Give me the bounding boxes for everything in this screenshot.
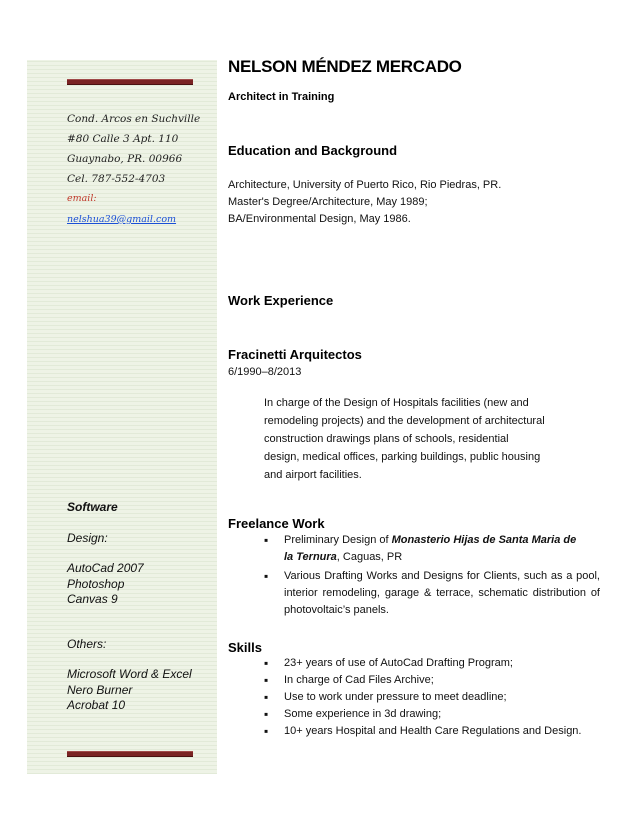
list-item: ▪ 23+ years of use of AutoCad Drafting Program; — [264, 655, 604, 672]
education-line: BA/Environmental Design, May 1986. — [228, 213, 411, 225]
freelance-list — [264, 532, 600, 619]
work-heading: Work Experience — [228, 293, 334, 308]
skills-heading: Skills — [228, 640, 262, 655]
freelance-item-1-suffix: , Caguas, PR — [336, 551, 403, 563]
freelance-heading: Freelance Work — [228, 516, 325, 531]
freelance-item-1-prefix: Preliminary Design of — [284, 534, 392, 546]
others-label: Others: — [67, 637, 107, 651]
freelance-item-2: Various Drafting Works and Designs for Clients, such as a pool, interior remodeling, garage & terrace, schematic distribution of photovoltaic’s panels. — [284, 570, 600, 616]
list-item: ▪ Some experience in 3d drawing; — [264, 706, 604, 723]
education-line: Master's Degree/Architecture, May 1989; — [228, 196, 428, 208]
candidate-name: NELSON MÉNDEZ MERCADO — [228, 57, 462, 76]
list-item — [264, 568, 600, 619]
others-item: Acrobat 10 — [67, 698, 126, 712]
work-dates: 6/1990–8/2013 — [228, 366, 302, 378]
email-label: email: — [67, 193, 97, 204]
design-item: AutoCad 2007 — [67, 561, 144, 575]
education-line: Architecture, University of Puerto Rico, Rio Piedras, PR. — [228, 179, 502, 191]
work-description-line: remodeling projects) and the development of architectural — [264, 415, 545, 427]
list-item: ▪ 10+ years Hospital and Health Care Regulations and Design. — [264, 723, 604, 740]
work-description — [264, 394, 584, 484]
design-list — [67, 561, 144, 608]
address-line-3: Guaynabo, PR. 00966 — [67, 153, 183, 165]
work-description-line: design, medical offices, parking buildings, public housing — [264, 451, 541, 463]
skills-list — [264, 655, 604, 740]
freelance-item-1-project: Monasterio Hijas de Santa Maria de la Ternura — [284, 534, 577, 563]
design-label: Design: — [67, 531, 108, 545]
company-name: Fracinetti Arquitectos — [228, 347, 362, 362]
education-details — [228, 177, 501, 228]
list-item: ▪ In charge of Cad Files Archive; — [264, 672, 604, 689]
others-item: Nero Burner — [67, 682, 133, 697]
address-line-1: Cond. Arcos en Suchville — [67, 113, 201, 125]
email-link[interactable]: nelshua39@gmail.com — [67, 214, 177, 225]
contact-info — [67, 109, 200, 230]
design-item: Canvas 9 — [67, 592, 118, 606]
sidebar-divider-bottom — [67, 751, 193, 757]
work-description-line: and airport facilities. — [264, 469, 362, 481]
education-heading: Education and Background — [228, 143, 398, 158]
list-item — [264, 532, 584, 566]
phone: Cel. 787-552-4703 — [67, 173, 166, 185]
software-title: Software — [67, 500, 118, 514]
candidate-title: Architect in Training — [228, 91, 335, 103]
others-item: Microsoft Word & Excel — [67, 667, 192, 681]
sidebar-divider-top — [67, 79, 193, 85]
work-description-line: construction drawings plans of schools, residential — [264, 433, 509, 445]
design-item: Photoshop — [67, 576, 125, 591]
work-description-line: In charge of the Design of Hospitals facilities (new and — [264, 397, 529, 409]
others-list — [67, 667, 192, 714]
list-item: ▪ Use to work under pressure to meet deadline; — [264, 689, 604, 706]
address-line-2: #80 Calle 3 Apt. 110 — [67, 133, 179, 145]
